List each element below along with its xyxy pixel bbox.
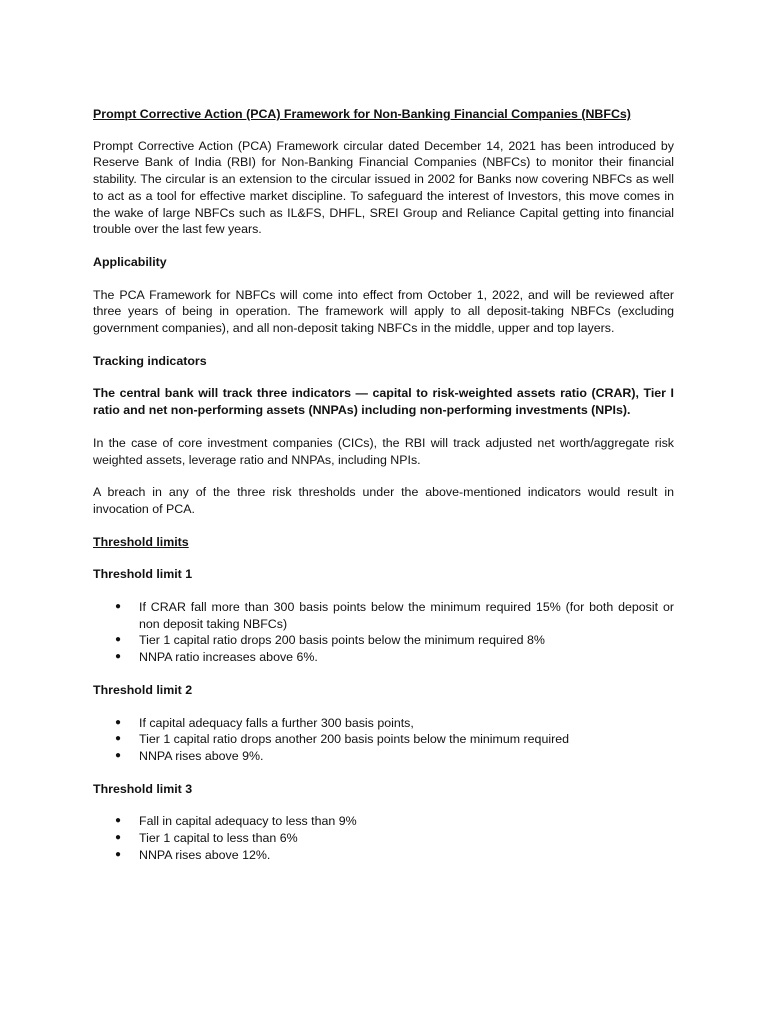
intro-paragraph: Prompt Corrective Action (PCA) Framework circular dated December 14, 2021 has been introduced by Reserve Bank of India (RBI) for Non-Banking Financial Companies (NBFCs) to monitor their financial stability. The circular is an extension to the circular issued in 2002 for Banks now covering NBFCs as well to act as a tool for effective market discipline. To safeguard the interest of Investors, this move comes in the wake of large NBFCs such as IL&FS, DHFL, SREI Group and Reliance Capital getting into financial trouble over the last few years. xyxy=(93,138,674,237)
list-item: ● Tier 1 capital to less than 6% xyxy=(139,830,674,847)
list-item: ● NNPA rises above 12%. xyxy=(139,847,674,864)
list-item: ● If CRAR fall more than 300 basis points below the minimum required 15% (for both deposit or non deposit taking NBFCs) xyxy=(139,599,674,632)
threshold-limit-1-list xyxy=(93,599,674,666)
threshold-limits-heading: Threshold limits xyxy=(93,534,189,549)
list-item: ● Fall in capital adequacy to less than 9% xyxy=(139,813,674,830)
list-item: ● NNPA ratio increases above 6%. xyxy=(139,649,674,666)
cic-paragraph: In the case of core investment companies (CICs), the RBI will track adjusted net worth/aggregate risk weighted assets, leverage ratio and NNPAs, including NPIs. xyxy=(93,435,674,467)
applicability-paragraph: The PCA Framework for NBFCs will come into effect from October 1, 2022, and will be reviewed after three years of being in operation. The framework will apply to all deposit-taking NBFCs (excluding government companies), and all non-deposit taking NBFCs in the middle, upper and top layers. xyxy=(93,287,674,336)
applicability-heading: Applicability xyxy=(93,254,167,269)
tracking-indicators-heading: Tracking indicators xyxy=(93,353,207,368)
threshold-limit-3-heading: Threshold limit 3 xyxy=(93,781,193,796)
threshold-limit-2-heading: Threshold limit 2 xyxy=(93,682,193,697)
document-title: Prompt Corrective Action (PCA) Framework for Non-Banking Financial Companies (NBFCs) xyxy=(93,107,631,121)
breach-paragraph: A breach in any of the three risk thresholds under the above-mentioned indicators would result in invocation of PCA. xyxy=(93,485,674,516)
tracking-indicators-paragraph: The central bank will track three indicators — capital to risk-weighted assets ratio (CRAR), Tier I ratio and net non-performing assets (NNPAs) including non-performing investments (NPIs). xyxy=(93,386,674,418)
threshold-limit-2-list xyxy=(93,715,674,765)
list-item: ● NNPA rises above 9%. xyxy=(139,748,674,765)
list-item: ● Tier 1 capital ratio drops 200 basis points below the minimum required 8% xyxy=(139,632,674,649)
list-item: ● If capital adequacy falls a further 300 basis points, xyxy=(139,715,674,732)
threshold-limit-1-heading: Threshold limit 1 xyxy=(93,567,193,582)
threshold-limit-3-list xyxy=(93,813,674,863)
list-item: ● Tier 1 capital ratio drops another 200 basis points below the minimum required xyxy=(139,731,674,748)
